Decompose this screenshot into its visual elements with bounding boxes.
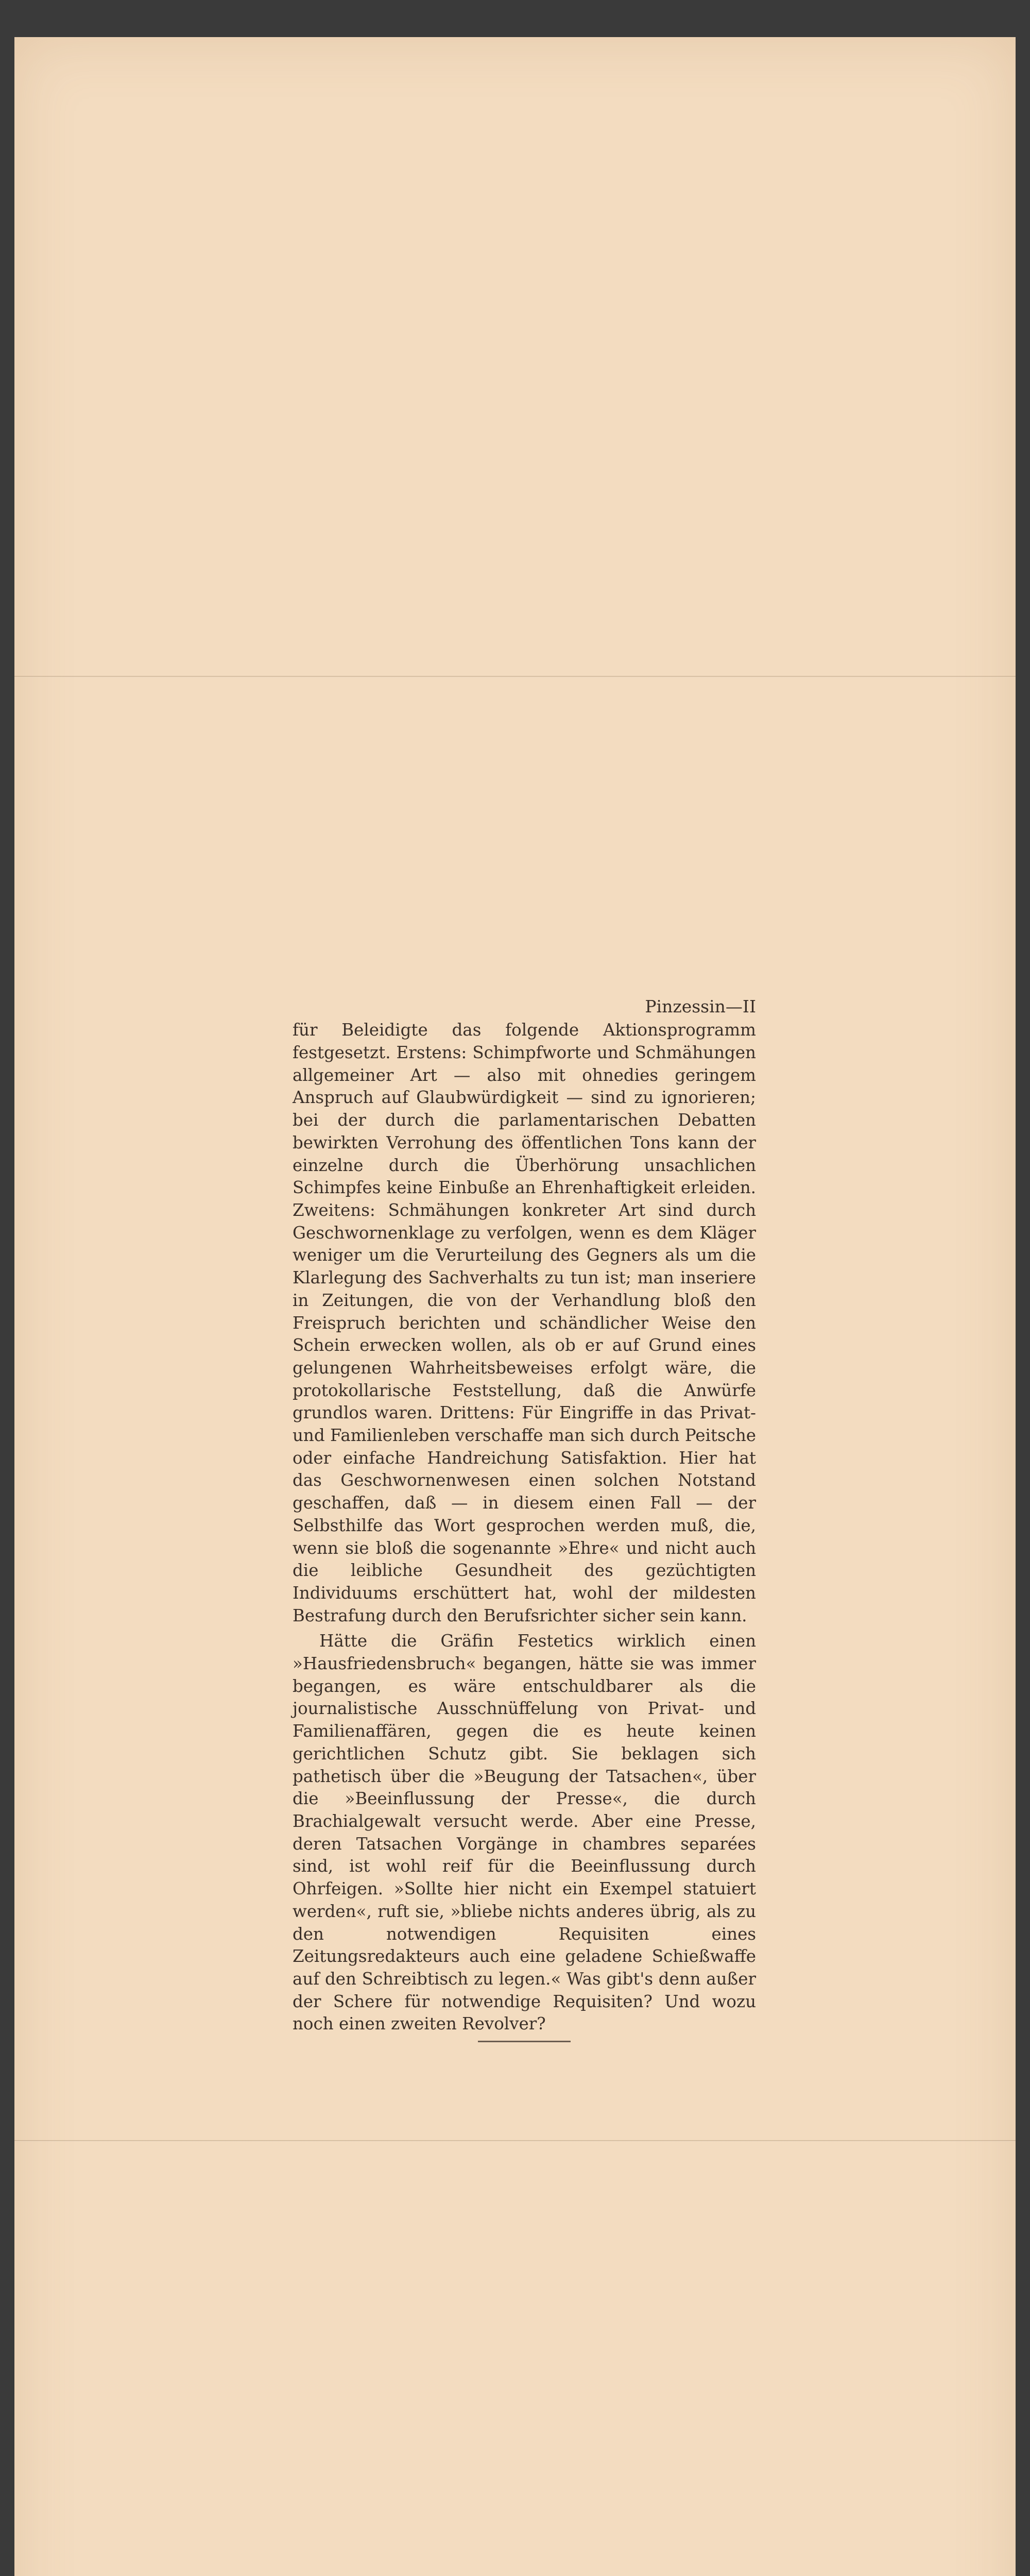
closing-rule xyxy=(478,2041,571,2042)
article-column xyxy=(293,995,756,2042)
paper-fold-line xyxy=(14,2140,1016,2142)
article-paragraph: für Beleidigte das folgende Aktionsprogramm festgesetzt. Erstens: Schimpfworte und Schmähungen allgemeiner Art — also mit ohnedies geringem Anspruch auf Glaubwürdigkeit — sind zu ignorieren; bei der durch die parlamentarischen Debatten bewirkten Verrohung des öffentlichen Tons kann der einzelne durch die Überhörung unsachlichen Schimpfes keine Einbuße an Ehrenhaftigkeit erleiden. Zweitens: Schmähungen konkreter Art sind durch Geschwornenklage zu verfolgen, wenn es dem Kläger weniger um die Verurteilung des Gegners als um die Klarlegung des Sachverhalts zu tun ist; man inseriere in Zeitungen, die von der Verhandlung bloß den Freispruch berichten und schändlicher Weise den Schein erwecken wollen, als ob er auf Grund eines gelungenen Wahrheitsbeweises erfolgt wäre, die protokollarische Feststellung, daß die Anwürfe grundlos waren. Drittens: Für Eingriffe in das Privat- und Familienleben verschaffe man sich durch Peitsche oder einfache Handreichung Satisfaktion. Hier hat das Geschwornenwesen einen solchen Notstand geschaffen, daß — in diesem einen Fall — der Selbsthilfe das Wort gesprochen werden muß, die, wenn sie bloß die sogenannte »Ehre« und nicht auch die leibliche Gesundheit des gezüchtigten Individuums erschüttert hat, wohl der mildesten Bestrafung durch den Berufsrichter sicher sein kann. xyxy=(293,1020,756,1625)
running-header: Pinzessin—II xyxy=(645,996,756,1016)
paper-fold-line xyxy=(14,676,1016,677)
article-paragraph: Hätte die Gräfin Festetics wirklich einen »Hausfriedensbruch« begangen, hätte sie was immer begangen, es wäre entschuldbarer als die journalistische Ausschnüffelung von Privat- und Familienaffären, gegen die es heute keinen gerichtlichen Schutz gibt. Sie beklagen sich pathetisch über die »Beugung der Tatsachen«, über die »Beeinflussung der Presse«, die durch Brachialgewalt versucht werde. Aber eine Presse, deren Tatsachen Vorgänge in chambres separées sind, ist wohl reif für die Beeinflussung durch Ohrfeigen. »Sollte hier nicht ein Exempel statuiert werden«, ruft sie, »bliebe nichts anderes übrig, als zu den notwendigen Requisiten eines Zeitungsredakteurs auch eine geladene Schießwaffe auf den Schreibtisch zu legen.« Was gibt's denn außer der Schere für notwendige Requisiten? Und wozu noch einen zweiten Revolver? xyxy=(293,1631,756,2034)
